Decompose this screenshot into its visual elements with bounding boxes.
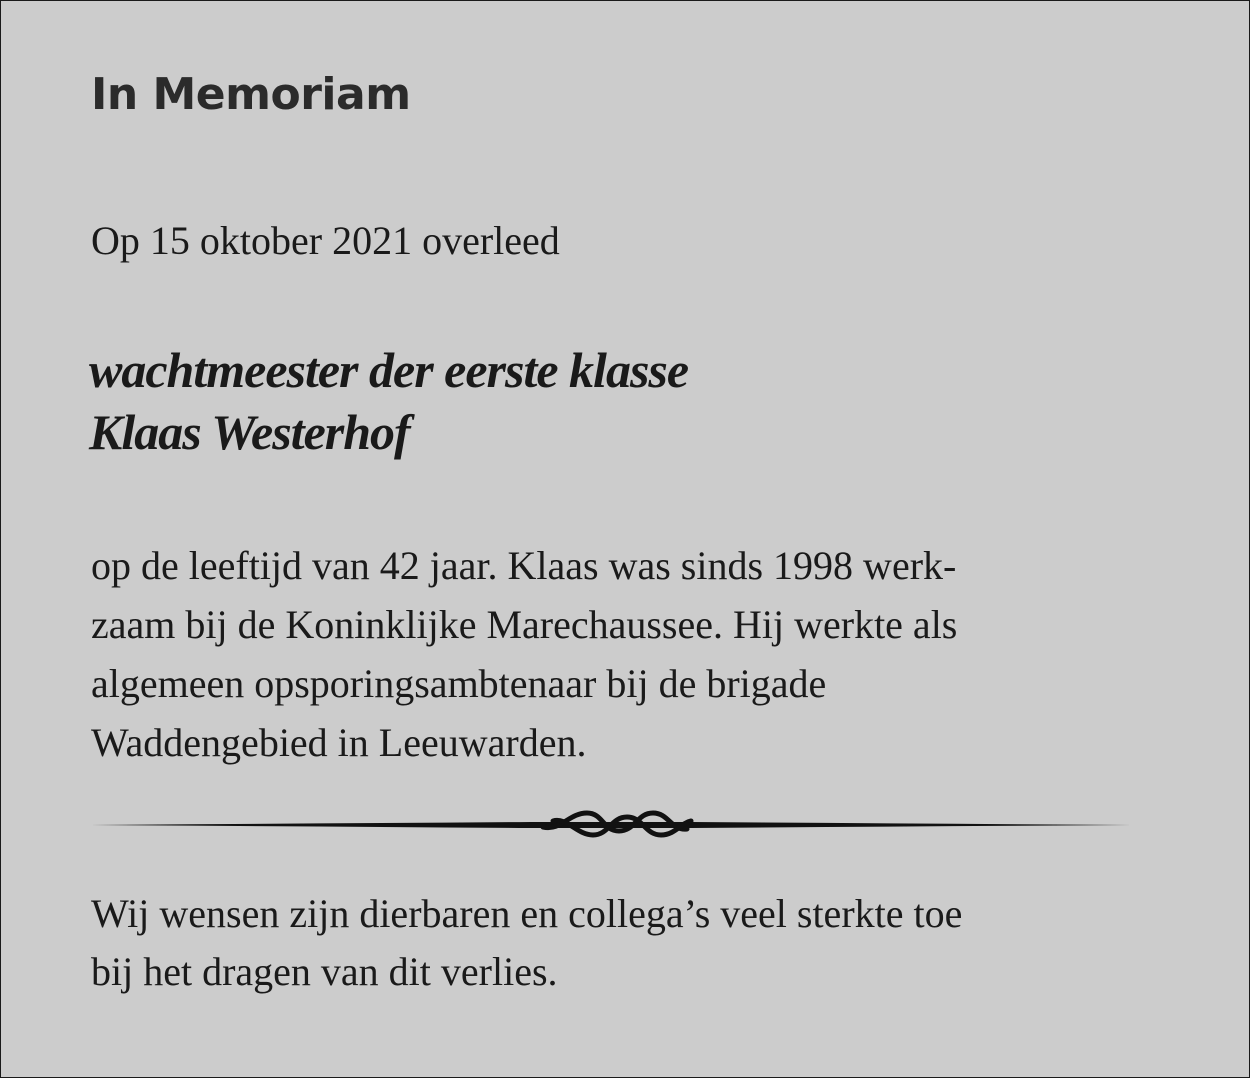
closing-line: Wij wensen zijn dierbaren en collega’s veel sterkte toe — [91, 891, 963, 936]
closing-paragraph — [91, 885, 962, 1001]
ornamental-rule-icon — [91, 801, 1131, 849]
body-paragraph — [91, 536, 1151, 772]
deceased-title — [89, 339, 688, 463]
body-line: Waddengebied in Leeuwarden. — [91, 720, 587, 765]
notice-heading: In Memoriam — [91, 69, 411, 120]
closing-line: bij het dragen van dit verlies. — [91, 949, 558, 994]
body-line: op de leeftijd van 42 jaar. Klaas was sinds 1998 werk- — [91, 543, 957, 588]
name-line: Klaas Westerhof — [89, 404, 410, 460]
body-line: algemeen opsporingsambtenaar bij de brigade — [91, 661, 827, 706]
intro-line: Op 15 oktober 2021 overleed — [91, 218, 560, 263]
body-line: zaam bij de Koninklijke Marechaussee. Hij werkte als — [91, 602, 958, 647]
rank-line: wachtmeester der eerste klasse — [89, 342, 689, 398]
